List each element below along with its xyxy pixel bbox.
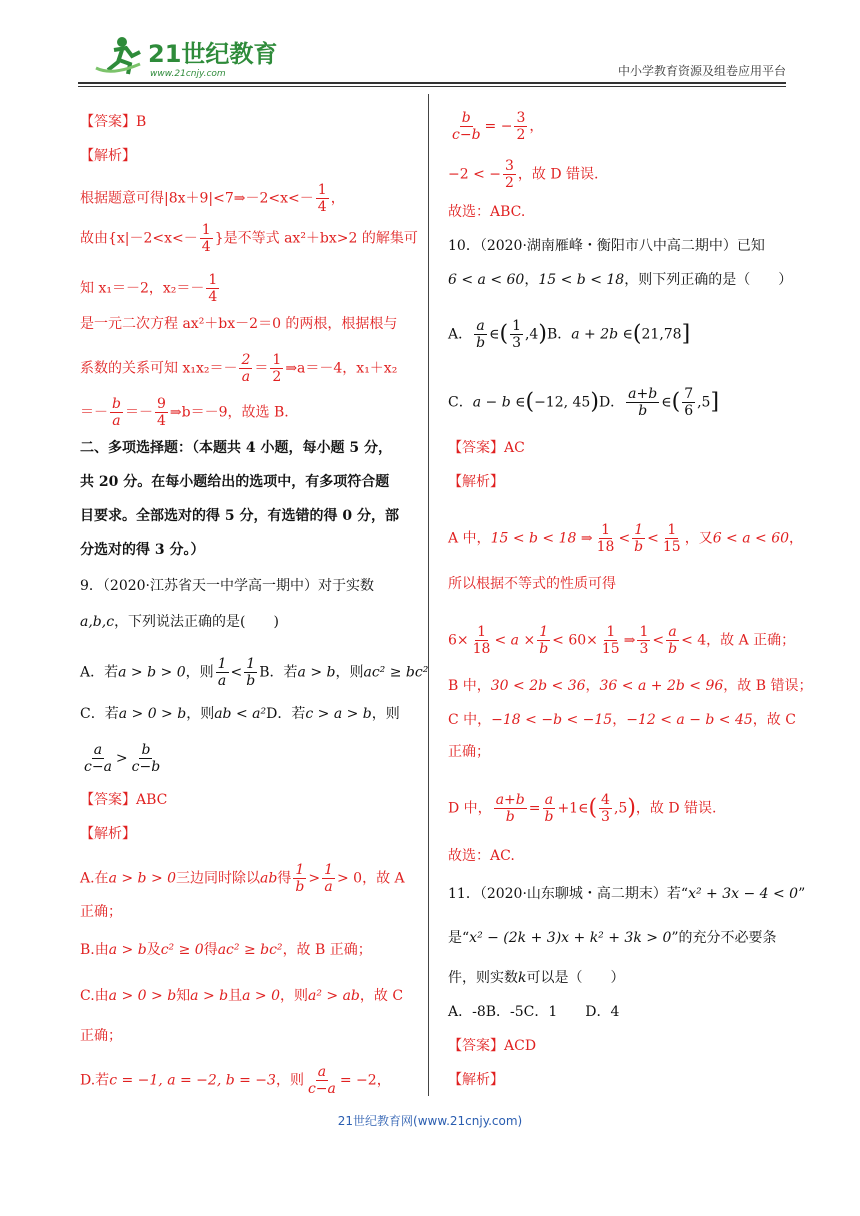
solution-line: A 中，15 < b < 18 ⇒ $\frac{1}{18}$ < $\frac{1}{b}$ < $\frac{1}{15}$ ，又6 < a < 60， bbox=[448, 522, 804, 555]
solution-line: A.在a > b > 0三边同时除以ab得 $\frac{1}{b}$ > $\frac{1}{a}$ > 0，故 A bbox=[80, 862, 405, 895]
option-d-cont: $\frac{a}{c-a}$ > $\frac{b}{c-b}$ bbox=[84, 742, 161, 775]
solution-line: 6× $\frac{1}{18}$ < a × $\frac{1}{b}$ < 60× $\frac{1}{15}$ ⇒ $\frac{1}{3}$ < $\frac{a}{b}$ < 4，故 A 正确； bbox=[448, 624, 796, 657]
solution-line: −2 < − $\frac{3}{2}$ ，故 D 错误. bbox=[448, 158, 599, 191]
logo-text: 21世纪教育 bbox=[148, 40, 278, 68]
fraction: $\frac{1}{4}$ bbox=[201, 222, 211, 255]
section-heading: 分选对的得 3 分。） bbox=[80, 542, 205, 558]
page-header bbox=[78, 28, 786, 82]
analysis-heading: 【解析】 bbox=[448, 474, 504, 490]
section-heading: 目要求。全部选对的得 5 分，有选错的得 0 分，部 bbox=[80, 508, 399, 524]
logo-icon bbox=[92, 34, 332, 78]
answer-8: 【答案】B bbox=[80, 114, 147, 130]
solution-line: B.由a > b及c² ≥ 0得ac² ≥ bc²，故 B 正确； bbox=[80, 942, 372, 958]
solution-line: D.若c = −1, a = −2, b = −3，则 $\frac{a}{c-a}$ = −2， bbox=[80, 1064, 391, 1097]
header-rule-thin bbox=[78, 86, 786, 87]
question-9-cont: a,b,c，下列说法正确的是( ) bbox=[80, 614, 279, 630]
solution-line: B 中，30 < 2b < 36，36 < a + 2b < 96，故 B 错误； bbox=[448, 678, 813, 694]
footer-link[interactable]: 21世纪教育网(www.21cnjy.com) bbox=[337, 1114, 523, 1128]
solution-line: $\frac{b}{c-b}$ = − $\frac{3}{2}$ ， bbox=[452, 110, 544, 143]
solution-line: 正确； bbox=[448, 744, 490, 760]
option-a-b: A． $\frac{a}{b}$ ∈( $\frac{1}{3}$ ,4)B．a + 2b ∈(21,78] bbox=[448, 318, 691, 351]
fraction: $\frac{1}{4}$ bbox=[208, 272, 218, 305]
answer-9: 【答案】ABC bbox=[80, 792, 168, 808]
solution-line: 故由{x|－2<x<－ $\frac{1}{4}$ }是不等式 ax²＋bx>2 的解集可 bbox=[80, 222, 418, 255]
solution-line: 根据题意可得|8x＋9|<7⇒－2<x<－ $\frac{1}{4}$ ， bbox=[80, 182, 345, 215]
solution-line: C.由a > 0 > b知a > b且a > 0，则a² > ab，故 C bbox=[80, 988, 404, 1004]
answer-10: 【答案】AC bbox=[448, 440, 525, 456]
question-10-cont: 6 < a < 60，15 < b < 18，则下列正确的是（ ） bbox=[448, 272, 793, 288]
analysis-heading: 【解析】 bbox=[448, 1072, 504, 1088]
solution-line: 所以根据不等式的性质可得 bbox=[448, 576, 616, 592]
question-11: 11．（2020·山东聊城・高二期末）若“x² + 3x − 4 < 0” bbox=[448, 886, 806, 902]
header-rule bbox=[78, 82, 786, 84]
solution-line: D 中， $\frac{a+b}{b}$ = $\frac{a}{b}$ +1∈( $\frac{4}{3}$ ,5)，故 D 错误. bbox=[448, 792, 717, 825]
conclusion: 故选：AC. bbox=[448, 848, 515, 864]
fraction: $\frac{1}{4}$ bbox=[317, 182, 327, 215]
option-a: A．若a > b > 0，则 $\frac{1}{a}$ < $\frac{1}{b}$ B．若a > b，则ac² ≥ bc² bbox=[80, 656, 429, 689]
solution-line: 是一元二次方程 ax²＋bx－2＝0 的两根，根据根与 bbox=[80, 316, 398, 332]
platform-name: 中小学教育资源及组卷应用平台 bbox=[617, 64, 786, 78]
question-11-cont: 件，则实数k可以是（ ） bbox=[448, 970, 625, 986]
solution-line: 正确； bbox=[80, 1028, 122, 1044]
question-9: 9．（2020·江苏省天一中学高一期中）对于实数 bbox=[80, 578, 374, 594]
solution-line: 知 x₁＝－2，x₂＝－ $\frac{1}{4}$ bbox=[80, 272, 218, 305]
analysis-heading: 【解析】 bbox=[80, 148, 136, 164]
options-11: A．-8B．-5C．1 D．4 bbox=[448, 1004, 620, 1020]
conclusion: 故选：ABC. bbox=[448, 204, 526, 220]
solution-line: C 中，−18 < −b < −15，−12 < a − b < 45，故 C bbox=[448, 712, 796, 728]
question-10: 10．（2020·湖南雁峰・衡阳市八中高二期中）已知 bbox=[448, 238, 765, 254]
section-heading: 二、多项选择题：（本题共 4 小题，每小题 5 分， bbox=[80, 440, 392, 456]
column-divider bbox=[428, 94, 429, 1096]
solution-line: 系数的关系可知 x₁x₂＝－ $\frac{2}{a}$ ＝ $\frac{1}{2}$ ⇒a＝－4，x₁＋x₂ bbox=[80, 352, 398, 385]
option-c: C．若a > 0 > b，则ab < a²D．若c > a > b，则 bbox=[80, 706, 400, 722]
question-11-cont: 是“x² − (2k + 3)x + k² + 3k > 0”的充分不必要条 bbox=[448, 930, 777, 946]
answer-11: 【答案】ACD bbox=[448, 1038, 537, 1054]
solution-line: 正确； bbox=[80, 904, 122, 920]
analysis-heading: 【解析】 bbox=[80, 826, 136, 842]
logo-url: www.21cnjy.com bbox=[150, 69, 226, 78]
solution-line: ＝－ $\frac{b}{a}$ ＝－ $\frac{9}{4}$ ⇒b＝－9，故选 B. bbox=[80, 396, 289, 429]
section-heading: 共 20 分。在每小题给出的选项中，有多项符合题 bbox=[80, 474, 390, 490]
option-c-d: C．a − b ∈(−12, 45)D． $\frac{a+b}{b}$ ∈( $\frac{7}{6}$ ,5] bbox=[448, 386, 720, 419]
